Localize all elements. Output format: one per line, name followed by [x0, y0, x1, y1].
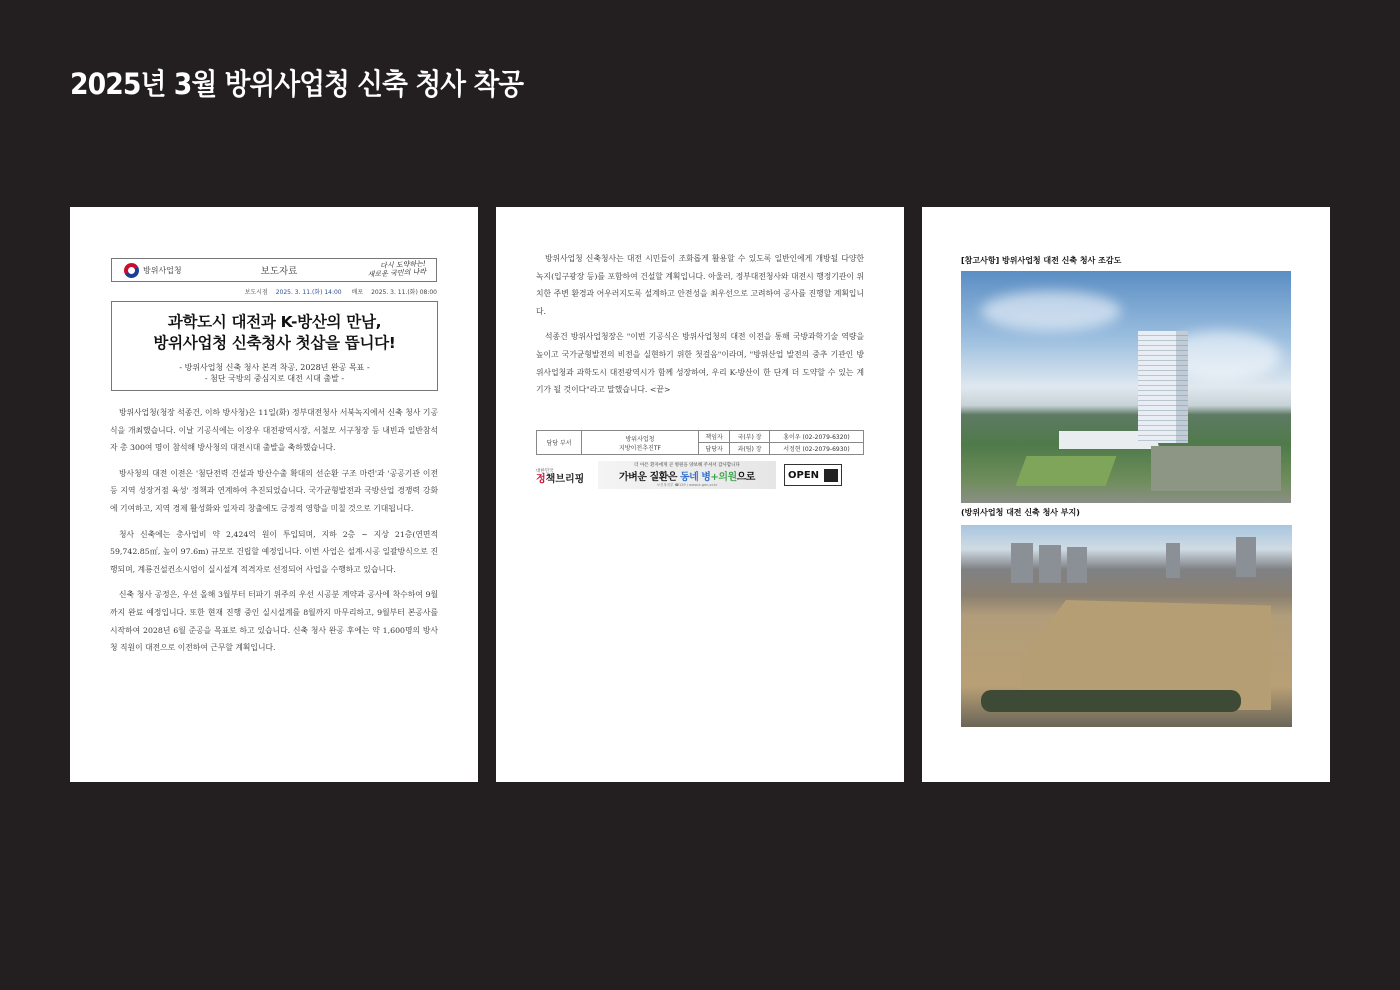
lawn-area — [1016, 456, 1117, 486]
headline-line-2: 방위사업청 신축청사 첫삽을 뜹니다! — [153, 334, 396, 352]
ad-main-prefix: 가벼운 질환은 — [619, 472, 680, 483]
document-page-3 — [922, 207, 1330, 782]
construction-site-photo — [961, 525, 1292, 727]
person-cell: 홍이우 (02-2079-6320) — [769, 431, 863, 443]
license-person-icon — [824, 469, 838, 482]
public-health-ad — [598, 461, 776, 489]
release-dates — [111, 287, 437, 296]
press-release-header — [111, 258, 437, 282]
briefing-name — [536, 473, 596, 485]
paragraph: 신축 청사 공정은, 우선 올해 3월부터 터파기 위주의 우선 시공분 계약과 공사에 착수하여 9월까지 완료 예정입니다. 또한 현재 진행 중인 실시설계를 8월까지 마무리하고, 9월부터 본공사를 시작하여 2028년 6월 준공을 목표로 하고 있습니다. 신축 청사 완공 후에는 약 1,600명의 방사청 직원이 대전으로 이전하여 근무할 계획입니다. — [110, 590, 438, 653]
slide-title: 2025년 3월 방위사업청 신축 청사 착공 — [70, 67, 524, 101]
city-building — [1039, 545, 1061, 583]
dept-label-cell: 담당 부서 — [537, 431, 582, 455]
document-page-2 — [496, 207, 904, 782]
article-body — [110, 404, 438, 665]
briefing-small-text: 대한민국 — [536, 468, 554, 474]
person-cell: 서정현 (02-2079-6930) — [769, 443, 863, 455]
paragraph: 청사 신축에는 총사업비 약 2,424억 원이 투입되며, 지하 2층 ~ 지상 21층(연면적 59,742.85㎡, 높이 97.6m) 규모로 건립할 예정입니다. 이번 사업은 설계·시공 일괄방식으로 진행되며, 계룡건설컨소시엄이 실시설계 적격자로 선정되어 사업을 수행하고 있습니다. — [110, 529, 438, 574]
tree-line — [981, 690, 1241, 712]
headline-line-1: 과학도시 대전과 K-방산의 만남, — [167, 313, 382, 331]
subheadline — [112, 362, 437, 384]
agency-name: 방위사업청 — [143, 265, 182, 275]
open-label: OPEN — [788, 469, 820, 481]
ad-main-green: 의원 — [718, 472, 737, 483]
city-building — [1067, 547, 1087, 583]
ad-footer-text: 보건복지부 ☎129 / www.e-gen.or.kr — [656, 483, 718, 487]
ad-main-blue: 동네 병 — [679, 472, 711, 483]
role-cell: 담당자 — [699, 443, 730, 455]
slogan-line-1: 다시 도약하는! — [379, 259, 426, 270]
parking-area — [1151, 446, 1281, 491]
figure-caption-rendering: [참고사항] 방위사업청 대전 신축 청사 조감도 — [961, 256, 1122, 265]
article-body-continued — [536, 250, 864, 407]
subhead-line-2: - 첨단 국방의 중심지로 대전 시대 출발 - — [204, 374, 345, 383]
government-slogan — [324, 259, 437, 281]
ad-main-suffix: 으로 — [736, 472, 755, 483]
embargo-value: 2025. 3. 11.(화) 14:00 — [275, 289, 342, 296]
briefing-name-accent: 정 — [536, 473, 546, 485]
contact-table — [536, 430, 864, 455]
kogl-open-badge — [784, 464, 842, 486]
footer-banner — [536, 460, 864, 490]
paragraph: 석종건 방위사업청장은 "이번 기공식은 방위사업청의 대전 이전을 통해 국방과학기술 역량을 높이고 국가균형발전의 비전을 실현하기 위한 첫걸음"이라며, "방위산업 발전의 중추 기관인 방위사업청과 과학도시 대전광역시가 함께 성장하여, 우리 K-방산이 한 단계 더 도약할 수 있는 계기가 될 것이다"라고 말했습니다. <끝> — [536, 332, 864, 395]
dept-line-2: 지방이전추진TF — [619, 444, 661, 452]
paragraph: 방위사업청 신축청사는 대전 시민들이 조화롭게 활용할 수 있도록 일반인에게 개방될 다양한 녹지(입구광장 등)를 포함하여 건설할 계획입니다. 아울러, 정부대전청사와 대전시 행정기관이 위치한 주변 환경과 어우러지도록 설계하고 안전성을 최우선으로 고려하여 공사를 진행할 계획입니다. — [536, 254, 864, 316]
headline-box — [111, 301, 438, 391]
dept-line-1: 방위사업청 — [625, 435, 655, 443]
ad-top-text: 더 아픈 환자에게 큰 병원을 양보해 주셔서 감사합니다 — [634, 463, 740, 468]
document-page-1 — [70, 207, 478, 782]
paragraph: 방사청의 대전 이전은 '첨단전력 건설과 방산수출 확대의 선순환 구조 마련'과 '공공기관 이전 등 지역 성장거점 육성' 정책과 연계하여 추진되었습니다. 국가균형발전과 국방산업 경쟁력 강화에 기여하고, 지역 경제 활성화와 일자리 창출에도 긍정적 영향을 미칠 것으로 기대됩니다. — [110, 468, 438, 513]
cloud-shape — [981, 291, 1121, 331]
ad-main-text — [598, 468, 776, 483]
distribution-value: 2025. 3. 11.(화) 08:00 — [371, 289, 437, 296]
city-building — [1011, 543, 1033, 583]
city-building — [1166, 543, 1180, 578]
role-cell: 책임자 — [699, 431, 730, 443]
title-cell: 국(부) 장 — [730, 431, 770, 443]
policy-briefing-logo — [536, 468, 596, 483]
headline — [112, 312, 437, 354]
agency-logo — [112, 263, 234, 278]
embargo-label: 보도시점 — [244, 289, 268, 296]
figure-caption-site: (방위사업청 대전 신축 청사 부지) — [961, 508, 1080, 517]
city-building — [1236, 537, 1256, 577]
press-release-label: 보도자료 — [260, 266, 298, 277]
taegeuk-emblem-icon — [121, 260, 141, 280]
building-rendering-image — [961, 271, 1291, 503]
slogan-line-2: 새로운 국민의 나라 — [367, 267, 427, 279]
title-cell: 과(팀) 장 — [730, 443, 770, 455]
paragraph: 방위사업청(청장 석종건, 이하 방사청)은 11일(화) 정부대전청사 서북녹지에서 신축 청사 기공식을 개최했습니다. 이날 기공식에는 이장우 대전광역시장, 서철모 서구청장 등 내빈과 일반참석자 총 300여 명이 참석해 방사청의 대전시대 출발을 축하했습니다. — [110, 408, 438, 453]
subhead-line-1: - 방위사업청 신축 청사 본격 착공, 2028년 완공 목표 - — [179, 363, 370, 372]
office-tower — [1138, 331, 1188, 443]
table-row — [537, 431, 864, 443]
dept-name-cell — [582, 431, 699, 455]
briefing-name-rest: 책브리핑 — [545, 473, 585, 485]
distribution-label: 배포 — [351, 289, 364, 296]
ad-main-plus: + — [710, 472, 719, 483]
